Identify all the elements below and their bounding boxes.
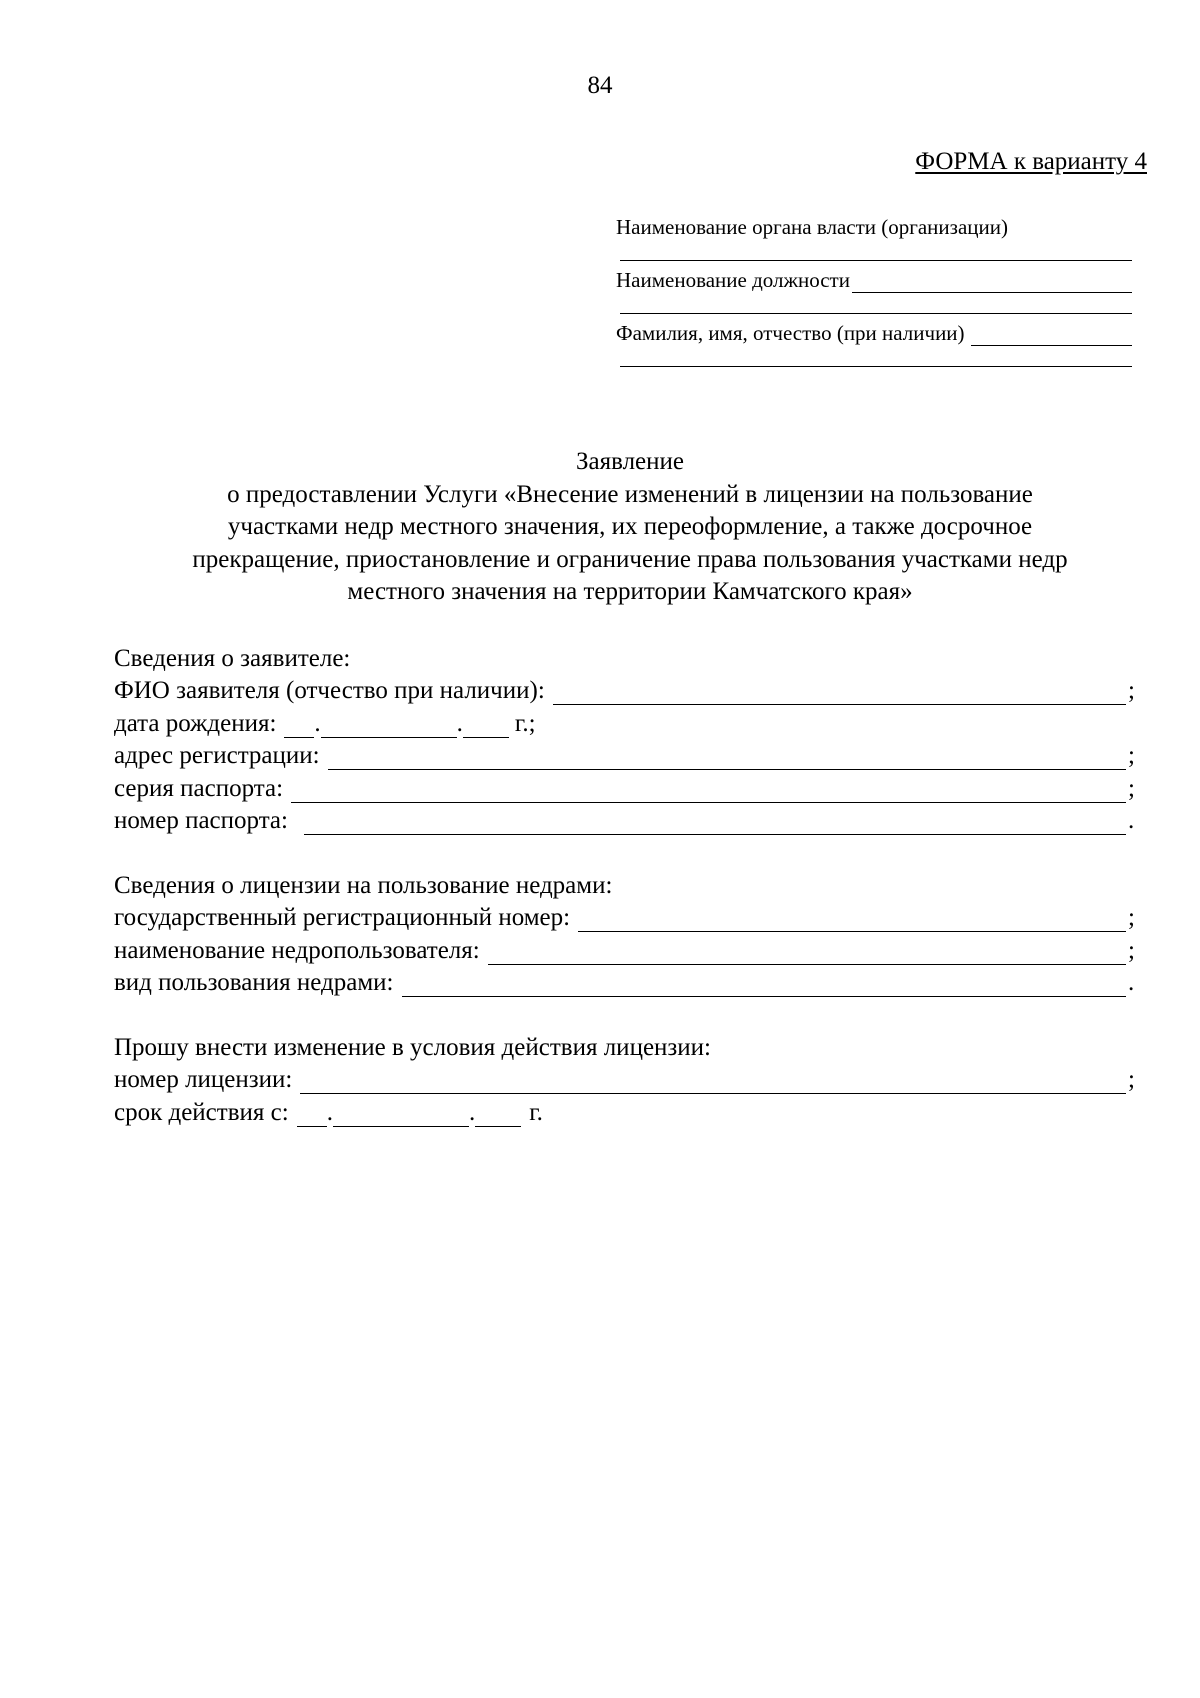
address-end: ; [1128,742,1135,769]
reg-number-row [114,900,1140,933]
fio-label: ФИО заявителя (отчество при наличии): [114,677,545,704]
user-name-label: наименование недропользователя: [114,936,480,964]
birth-suffix: г.; [514,709,536,737]
name-label: Фамилия, имя, отчество (при наличии) [616,321,965,345]
birth-month-field[interactable] [321,713,457,738]
usage-type-label: вид пользования недрами: [114,969,394,996]
authority-label: Наименование органа власти (организации) [616,215,1008,239]
birth-sep-2: . [456,709,463,737]
reg-number-label: государственный регистрационный номер: [114,904,571,931]
name-line [616,318,1132,346]
passport-number-end: . [1128,807,1135,834]
title-heading: Заявление [575,448,685,475]
passport-series-label: серия паспорта: [114,774,284,802]
address-label: адрес регистрации: [114,742,320,769]
passport-number-label: номер паспорта: [114,807,288,834]
user-name-field[interactable] [488,940,1126,965]
user-name-row [114,932,1140,965]
passport-number-field[interactable] [304,810,1126,835]
addressee-block [616,212,1132,367]
license-number-field[interactable] [300,1069,1126,1094]
birth-day-field[interactable] [284,713,314,738]
name-field-extra[interactable] [620,346,1132,367]
authority-line [616,212,1132,240]
page-number: 84 [587,72,613,99]
form-label: ФОРМА к варианту 4 [915,148,1147,175]
reg-number-field[interactable] [578,907,1126,932]
license-heading-row [114,867,1140,900]
usage-type-field[interactable] [402,972,1127,997]
position-label: Наименование должности [616,268,850,292]
reg-number-end: ; [1128,904,1135,931]
birth-sep-1: . [314,709,321,737]
document-title [110,446,1150,609]
title-line-4: местного значения на территории Камчатского края» [347,578,913,605]
validity-suffix: г. [529,1098,543,1126]
license-number-label: номер лицензии: [114,1066,293,1093]
passport-number-row [114,803,1140,836]
fio-end: ; [1128,677,1135,704]
address-field[interactable] [328,745,1126,770]
user-name-end: ; [1128,936,1135,964]
birth-year-field[interactable] [463,713,509,738]
authority-field[interactable] [620,240,1132,261]
passport-series-end: ; [1128,774,1135,802]
validity-year-field[interactable] [475,1102,521,1127]
birth-label: дата рождения: [114,709,277,737]
validity-label: срок действия с: [114,1098,289,1126]
birth-row [114,705,1140,738]
fio-field[interactable] [553,680,1126,705]
position-field[interactable] [852,270,1132,293]
usage-type-row [114,965,1140,998]
title-line-3: прекращение, приостановление и ограничение права пользования участками недр [192,545,1068,573]
license-heading: Сведения о лицензии на пользование недрами: [114,871,613,899]
form-sections [114,640,1140,1127]
address-row [114,738,1140,771]
applicant-heading-row [114,640,1140,673]
request-heading: Прошу внести изменение в условия действия лицензии: [114,1033,711,1061]
validity-row [114,1094,1140,1127]
license-number-end: ; [1128,1066,1135,1093]
name-field[interactable] [971,323,1132,346]
usage-type-end: . [1128,969,1135,996]
title-line-1: о предоставлении Услуги «Внесение изменений в лицензии на пользование [227,480,1033,508]
fio-row [114,673,1140,706]
request-heading-row [114,1029,1140,1062]
position-field-extra[interactable] [620,293,1132,314]
validity-day-field[interactable] [297,1102,327,1127]
passport-series-row [114,770,1140,803]
validity-month-field[interactable] [333,1102,469,1127]
license-number-row [114,1062,1140,1095]
passport-series-field[interactable] [291,778,1126,803]
applicant-heading: Сведения о заявителе: [114,644,351,672]
validity-sep-2: . [468,1098,476,1126]
position-line [616,265,1132,293]
title-line-2: участками недр местного значения, их переоформление, а также досрочное [227,513,1033,540]
validity-sep-1: . [326,1098,333,1126]
